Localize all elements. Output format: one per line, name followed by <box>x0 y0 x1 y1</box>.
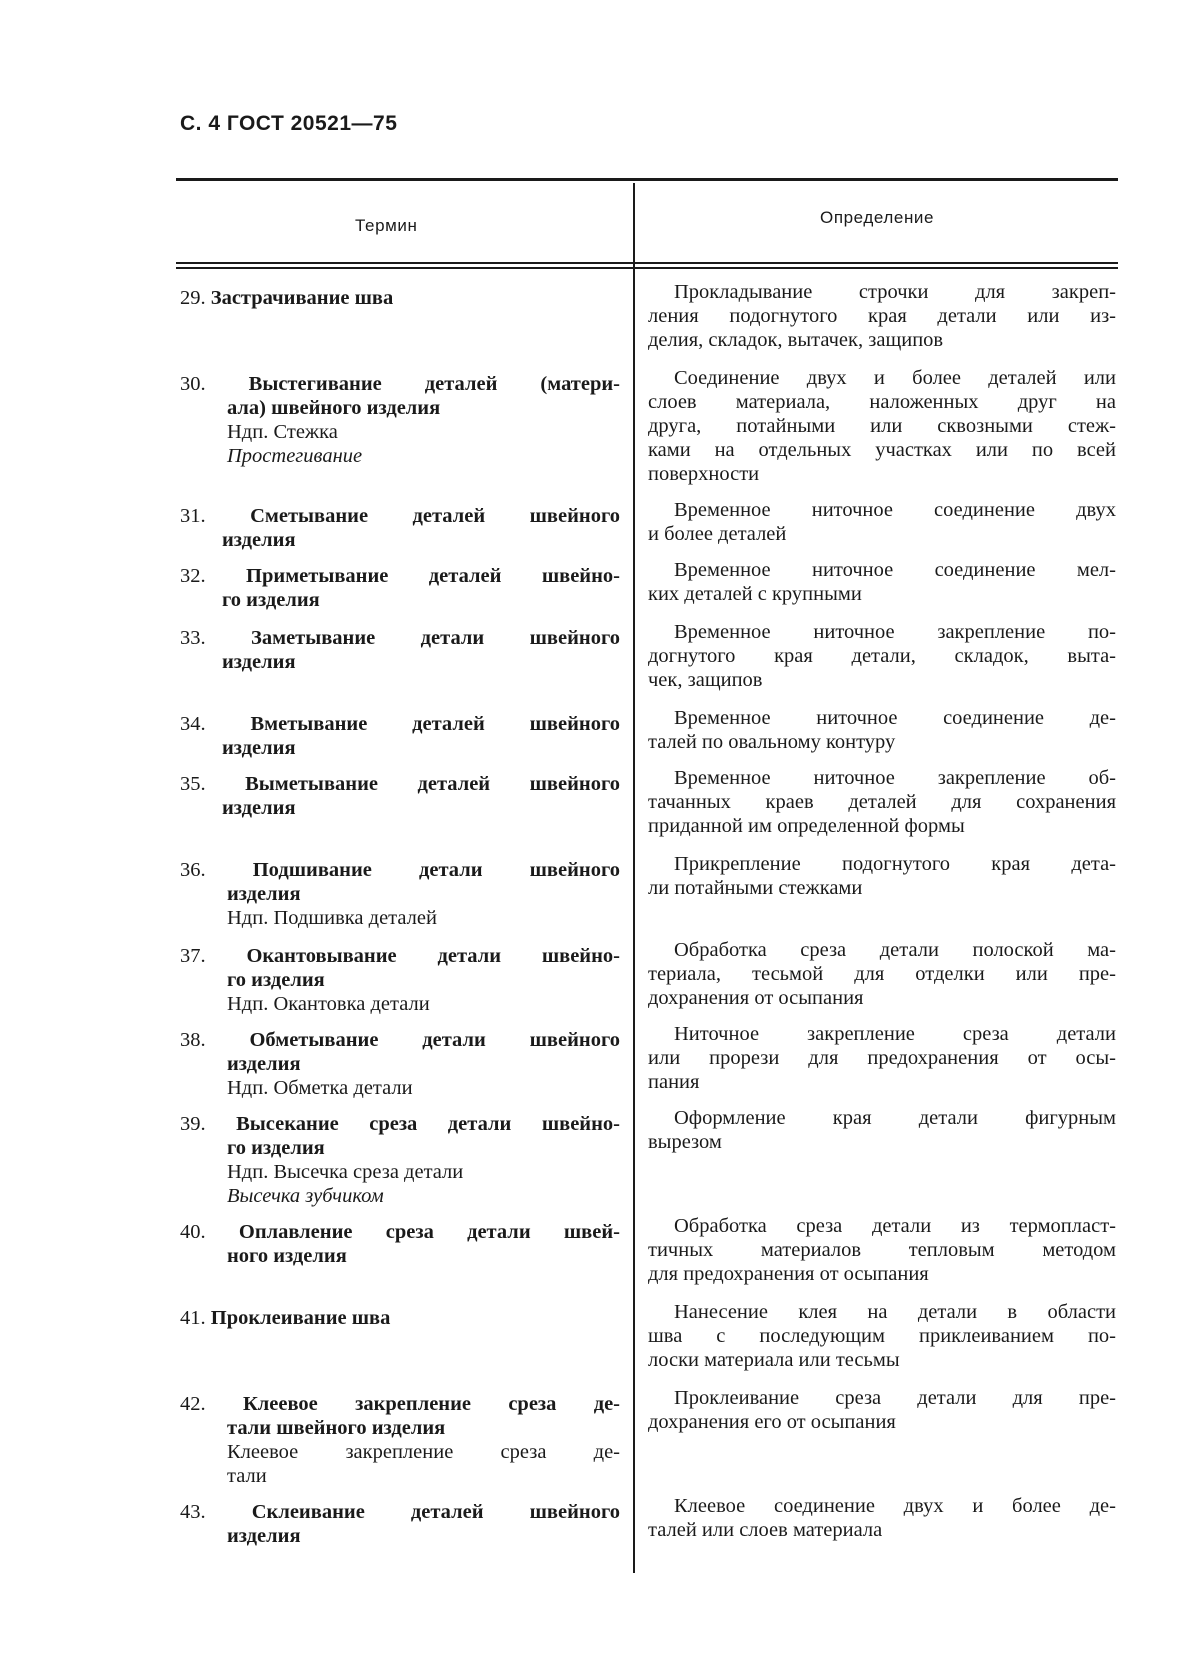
term-cell <box>180 712 620 760</box>
term-number: 31. <box>180 505 206 527</box>
term-text: изделия <box>227 1053 301 1075</box>
definition-cell <box>648 938 1116 1010</box>
term-note: Клеевое закрепление среза де- <box>227 1441 620 1463</box>
term-text: го изделия <box>227 1137 325 1159</box>
definition-cell <box>648 1300 1116 1372</box>
definition-cell <box>648 1022 1116 1094</box>
header-rule <box>176 262 1118 264</box>
term-text: Подшивание детали швейного <box>252 859 620 881</box>
column-header-term: Термин <box>355 216 418 235</box>
term-number: 30. <box>180 373 206 395</box>
term-text: Выметывание деталей швейного <box>245 773 621 795</box>
term-cell <box>180 1220 620 1268</box>
term-number: 35. <box>180 773 206 795</box>
definition-line: и более деталей <box>648 523 787 545</box>
term-number: 33. <box>180 627 206 649</box>
term-cell <box>180 944 620 1016</box>
term-number: 37. <box>180 945 206 967</box>
term-note: Ндп. Подшивка деталей <box>227 907 437 929</box>
definition-cell <box>648 620 1116 692</box>
term-cell <box>180 626 620 674</box>
term-text: го изделия <box>227 969 325 991</box>
term-text: ного изделия <box>227 1245 347 1267</box>
term-number: 34. <box>180 713 206 735</box>
definition-line: тачанных краев деталей для сохранения <box>648 791 1116 813</box>
term-cell <box>180 504 620 552</box>
definition-line: дохранения от осыпания <box>648 987 864 1009</box>
definition-line: Временное ниточное соединение двух <box>674 499 1116 521</box>
definition-cell <box>648 1494 1116 1542</box>
definition-cell <box>648 706 1116 754</box>
definition-line: Обработка среза детали полоской ма- <box>674 939 1116 961</box>
definition-line: Прикрепление подогнутого края дета- <box>674 853 1116 875</box>
term-text: Окантовывание детали швейно- <box>246 945 621 967</box>
term-cell <box>180 858 620 930</box>
term-note: тали <box>227 1465 267 1487</box>
term-cell <box>180 286 620 310</box>
definition-line: Обработка среза детали из термопласт- <box>674 1215 1116 1237</box>
definition-line: или прорези для предохранения от осы- <box>648 1047 1116 1069</box>
definition-line: Соединение двух и более деталей или <box>674 367 1116 389</box>
definition-cell <box>648 1386 1116 1434</box>
term-cell <box>180 1306 620 1330</box>
definition-line: териала, тесьмой для отделки или пре- <box>648 963 1116 985</box>
definition-cell <box>648 766 1116 838</box>
definition-line: тичных материалов тепловым методом <box>648 1239 1116 1261</box>
term-text: Сметывание деталей швейного <box>250 505 620 527</box>
header-rule <box>176 267 1118 269</box>
term-text: Застрачивание шва <box>210 287 394 309</box>
term-text: Вметывание деталей швейного <box>250 713 620 735</box>
definition-line: ли потайными стежками <box>648 877 863 899</box>
term-text: Склеивание деталей швейного <box>251 1501 620 1523</box>
definition-line: Нанесение клея на детали в области <box>674 1301 1116 1323</box>
term-text: тали швейного изделия <box>227 1417 446 1439</box>
definition-line: Временное ниточное соединение де- <box>674 707 1116 729</box>
term-text: Клеевое закрепление среза де- <box>242 1393 620 1415</box>
term-note: Простегивание <box>227 445 363 467</box>
definition-line: догнутого края детали, складок, выта- <box>648 645 1116 667</box>
definition-line: Временное ниточное закрепление по- <box>674 621 1116 643</box>
term-cell <box>180 1500 620 1548</box>
page-header: С. 4 ГОСТ 20521—75 <box>180 112 398 135</box>
term-cell <box>180 372 620 468</box>
definition-line: дохранения его от осыпания <box>648 1411 896 1433</box>
definition-line: ких деталей с крупными <box>648 583 862 605</box>
term-text: изделия <box>222 797 296 819</box>
definition-line: пания <box>648 1071 700 1093</box>
definition-line: ками на отдельных участках или по всей <box>648 439 1116 461</box>
term-number: 40. <box>180 1221 206 1243</box>
term-number: 41. <box>180 1307 206 1329</box>
term-note: Ндп. Стежка <box>227 421 338 443</box>
term-note: Ндп. Высечка среза детали <box>227 1161 464 1183</box>
term-cell <box>180 772 620 820</box>
definition-line: шва с последующим приклеиванием по- <box>648 1325 1116 1347</box>
definition-line: для предохранения от осыпания <box>648 1263 929 1285</box>
table-top-rule <box>176 178 1118 181</box>
term-text: Оплавление среза детали швей- <box>238 1221 620 1243</box>
term-number: 43. <box>180 1501 206 1523</box>
column-divider <box>633 183 635 1573</box>
term-text: Заметывание детали швейного <box>251 627 621 649</box>
term-text: Приметывание деталей швейно- <box>246 565 620 587</box>
term-number: 32. <box>180 565 206 587</box>
definition-line: Прокладывание строчки для закреп- <box>674 281 1116 303</box>
term-number: 42. <box>180 1393 206 1415</box>
definition-line: Временное ниточное соединение мел- <box>674 559 1116 581</box>
term-text: ала) швейного изделия <box>227 397 441 419</box>
term-text: Высекание среза детали швейно- <box>236 1113 620 1135</box>
definition-line: поверхности <box>648 463 760 485</box>
term-number: 29. <box>180 287 206 309</box>
term-text: Обметывание детали швейного <box>249 1029 620 1051</box>
term-note: Высечка зубчиком <box>227 1185 384 1207</box>
term-note: Ндп. Окантовка детали <box>227 993 430 1015</box>
definition-line: ления подогнутого края детали или из- <box>648 305 1116 327</box>
column-header-definition: Определение <box>820 208 935 227</box>
term-number: 39. <box>180 1113 206 1135</box>
definition-line: Клеевое соединение двух и более де- <box>674 1495 1116 1517</box>
definition-line: Оформление края детали фигурным <box>674 1107 1116 1129</box>
definition-line: Проклеивание среза детали для пре- <box>674 1387 1116 1409</box>
term-number: 38. <box>180 1029 206 1051</box>
definition-line: талей или слоев материала <box>648 1519 883 1541</box>
definition-cell <box>648 280 1116 352</box>
term-cell <box>180 1392 620 1488</box>
definition-cell <box>648 852 1116 900</box>
definition-cell <box>648 1214 1116 1286</box>
term-text: изделия <box>227 1525 301 1547</box>
term-cell <box>180 1112 620 1208</box>
definition-line: Временное ниточное закрепление об- <box>674 767 1116 789</box>
definition-line: Ниточное закрепление среза детали <box>674 1023 1116 1045</box>
definition-line: талей по овальному контуру <box>648 731 896 753</box>
term-text: го изделия <box>222 589 320 611</box>
definition-cell <box>648 1106 1116 1154</box>
definition-cell <box>648 558 1116 606</box>
definition-line: слоев материала, наложенных друг на <box>648 391 1116 413</box>
definition-line: вырезом <box>648 1131 722 1153</box>
term-text: Проклеивание шва <box>210 1307 391 1329</box>
term-text: изделия <box>222 651 296 673</box>
definition-line: друга, потайными или сквозными стеж- <box>648 415 1116 437</box>
term-cell <box>180 564 620 612</box>
term-cell <box>180 1028 620 1100</box>
definition-line: делия, складок, вытачек, защипов <box>648 329 944 351</box>
definition-cell <box>648 366 1116 486</box>
term-note: Ндп. Обметка детали <box>227 1077 413 1099</box>
term-text: изделия <box>222 529 296 551</box>
definition-line: лоски материала или тесьмы <box>648 1349 900 1371</box>
term-text: изделия <box>227 883 301 905</box>
term-number: 36. <box>180 859 206 881</box>
term-text: изделия <box>222 737 296 759</box>
definition-cell <box>648 498 1116 546</box>
term-text: Выстегивание деталей (матери- <box>248 373 620 395</box>
definition-line: чек, защипов <box>648 669 763 691</box>
definition-line: приданной им определенной формы <box>648 815 965 837</box>
